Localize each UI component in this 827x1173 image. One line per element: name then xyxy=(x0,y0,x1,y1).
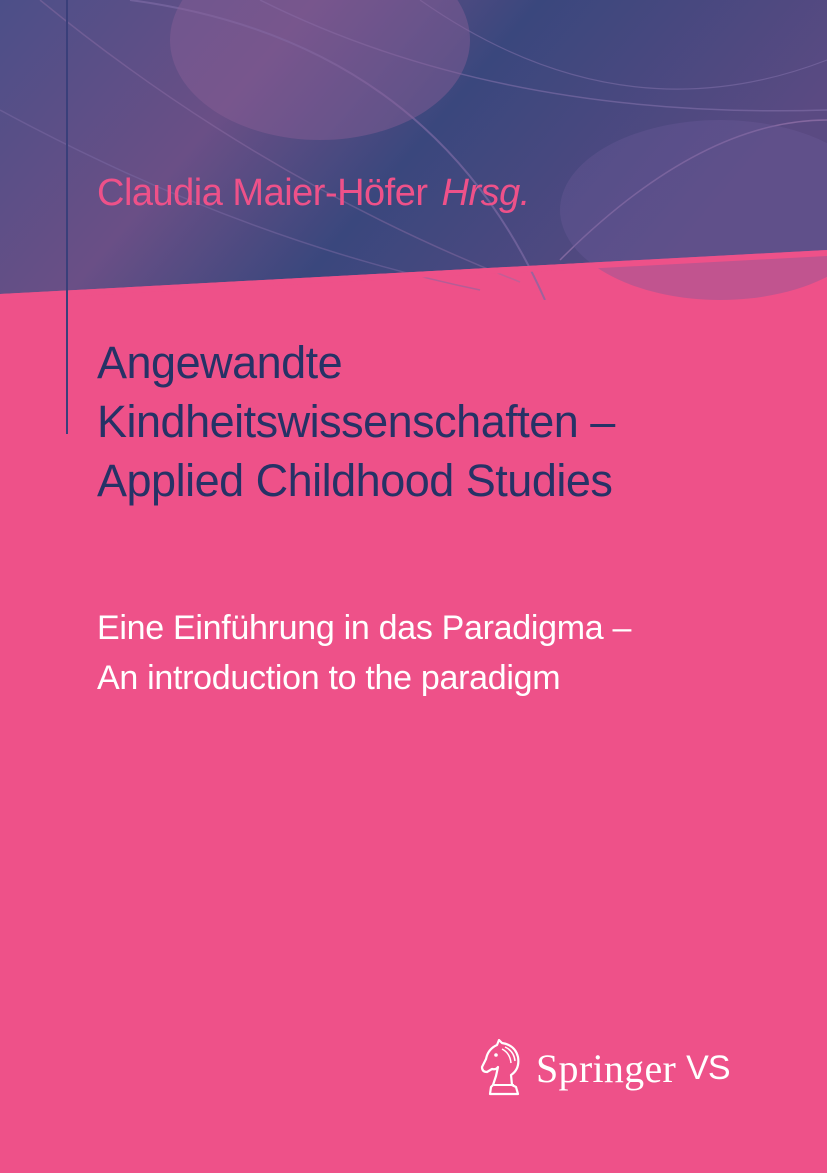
book-subtitle xyxy=(97,603,797,703)
book-title xyxy=(97,333,797,510)
editor-mark: Hrsg. xyxy=(441,172,530,214)
subtitle-line-2: An introduction to the paradigm xyxy=(97,659,561,697)
subtitle-line-1: Eine Einführung in das Paradigma – xyxy=(97,609,632,647)
publisher-logo xyxy=(478,1038,730,1098)
publisher-imprint: VS xyxy=(686,1048,730,1087)
publisher-name: Springer xyxy=(536,1045,677,1091)
title-line-3: Applied Childhood Studies xyxy=(97,455,613,506)
cover-banner xyxy=(0,0,827,300)
title-line-1: Angewandte xyxy=(97,337,343,388)
knight-chess-icon xyxy=(478,1039,528,1097)
spine-rule xyxy=(66,0,68,434)
author-name: Claudia Maier-Höfer xyxy=(97,172,428,214)
title-line-2: Kindheitswissenschaften – xyxy=(97,396,615,447)
author-credit xyxy=(97,172,530,215)
